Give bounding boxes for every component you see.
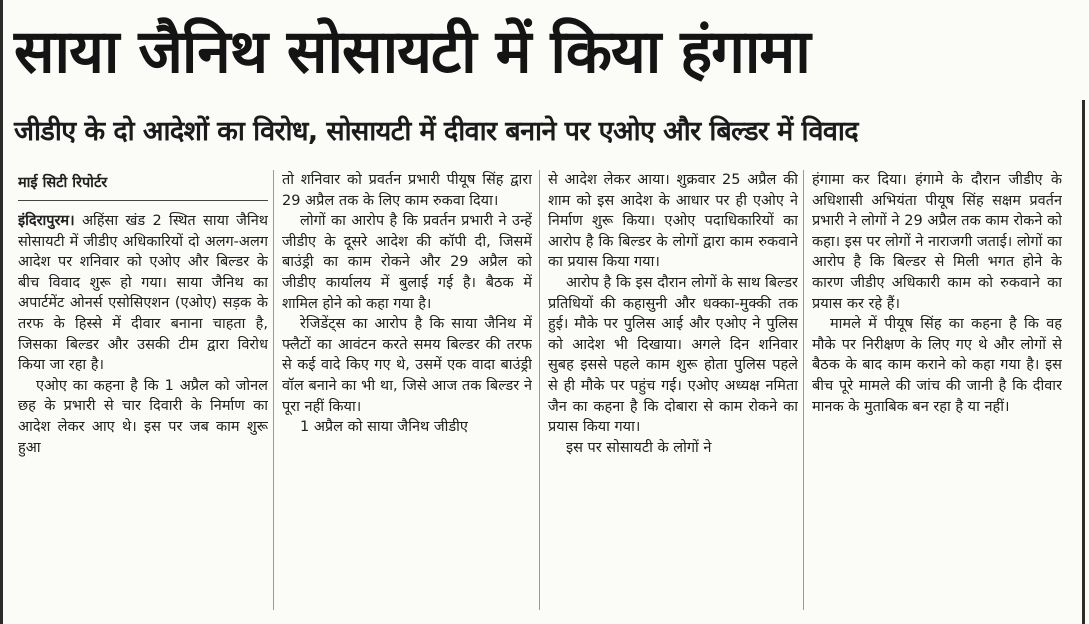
byline: माई सिटी रिपोर्टर (18, 170, 268, 201)
article-paragraph: मामले में पीयूष सिंह का कहना है कि वह मौके पर निरीक्षण के लिए गए थे और लोगों से बैठक के बाद काम कराने को कहा गया है। इस बीच पूरे मामले की जांच की जानी है कि दीवार मानक के मुताबिक बन रहा है या नहीं। (812, 316, 1062, 415)
article-column-3 (548, 170, 798, 612)
article-paragraph: 1 अप्रैल को साया जैनिथ जीडीए (300, 419, 468, 436)
article-paragraph: तो शनिवार को प्रवर्तन प्रभारी पीयूष सिंह द्वारा 29 अप्रैल तक के लिए काम रुकवा दिया। (282, 172, 532, 209)
headline: साया जैनिथ सोसायटी में किया हंगामा (14, 17, 810, 87)
dateline: इंदिरापुरम। (18, 213, 75, 229)
article-paragraph: से आदेश लेकर आया। शुक्रवार 25 अप्रैल की शाम को इस आदेश के आधार पर ही एओए ने निर्माण शुरू किया। एओए पदाधिकारियों का आरोप है कि बिल्डर के लोगों द्वारा काम रुकवाने का प्रयास किया गया। (548, 172, 798, 271)
article-column-2 (282, 170, 532, 612)
article-paragraph: हंगामा कर दिया। हंगामे के दौरान जीडीए के अधिशासी अभियंता पीयूष सिंह सक्षम प्रवर्तन प्रभारी ने लोगों ने 29 अप्रैल तक काम रोकने को कहा। इस पर लोगों ने नाराजगी जताई। लोगों का आरोप है कि बिल्डर से मिली भगत होने के कारण जीडीए अधिकारी काम को रुकवाने का प्रयास कर रहे हैं। (812, 172, 1062, 312)
paragraph-text: अहिंसा खंड 2 स्थित साया जैनिथ सोसायटी में जीडीए अधिकारियों दो अलग-अलग आदेश पर शनिवार को एओए और बिल्डर के बीच विवाद शुरू हो गया। साया जैनिथ का अपार्टमेंट ओनर्स एसोसिएशन (एओए) सड़क के तरफ के हिस्से में दीवार बनाना चाहता है, जिसका बिल्डर और उसकी टीम द्वारा विरोध किया जा रहा है। (18, 213, 268, 374)
column-divider (273, 170, 274, 610)
subheadline: जीडीए के दो आदेशों का विरोध, सोसायटी में दीवार बनाने पर एओए और बिल्डर में विवाद (14, 116, 859, 147)
article-paragraph: इस पर सोसायटी के लोगों ने (566, 439, 712, 456)
column-divider (803, 170, 804, 610)
article-paragraph: रेजिडेंट्स का आरोप है कि साया जैनिथ में फ्लैटों का आवंटन करते समय बिल्डर की तरफ से कई वादे किए गए थे, उसमें एक वादा बाउंड्री वॉल बनाने का भी था, जिसे आज तक बिल्डर ने पूरा नहीं किया। (282, 316, 532, 415)
article-paragraph: एओए का कहना है कि 1 अप्रैल को जोनल छह के प्रभारी से चार दिवारी के निर्माण का आदेश लेकर आए थे। इस पर जब काम शुरू हुआ (18, 377, 268, 456)
page-edge-rule (0, 0, 3, 624)
article-paragraph (18, 211, 268, 376)
article-column-1 (18, 170, 268, 612)
column-divider (539, 170, 540, 610)
column-edge-rule (1082, 100, 1085, 624)
article-column-4 (812, 170, 1062, 612)
article-paragraph: आरोप है कि इस दौरान लोगों के साथ बिल्डर प्रतिधियों की कहासुनी और धक्का-मुक्की तक हुई। मौके पर पुलिस आई और एओए ने पुलिस को आदेश भी दिखाया। अगले दिन शनिवार सुबह इससे पहले काम शुरू होता पुलिस पहले से ही मौके पर पहुंच गई। एओए अध्यक्ष नमिता जैन का कहना है कि दोबारा से काम रोकने का प्रयास किया गया। (548, 274, 798, 436)
article-paragraph: लोगों का आरोप है कि प्रवर्तन प्रभारी ने उन्हें जीडीए के दूसरे आदेश की कॉपी दी, जिसमें बाउंड्री का काम रोकने और 29 अप्रैल को जीडीए कार्यालय में बुलाई गई है। बैठक में शामिल होने को कहा गया है। (282, 213, 532, 312)
